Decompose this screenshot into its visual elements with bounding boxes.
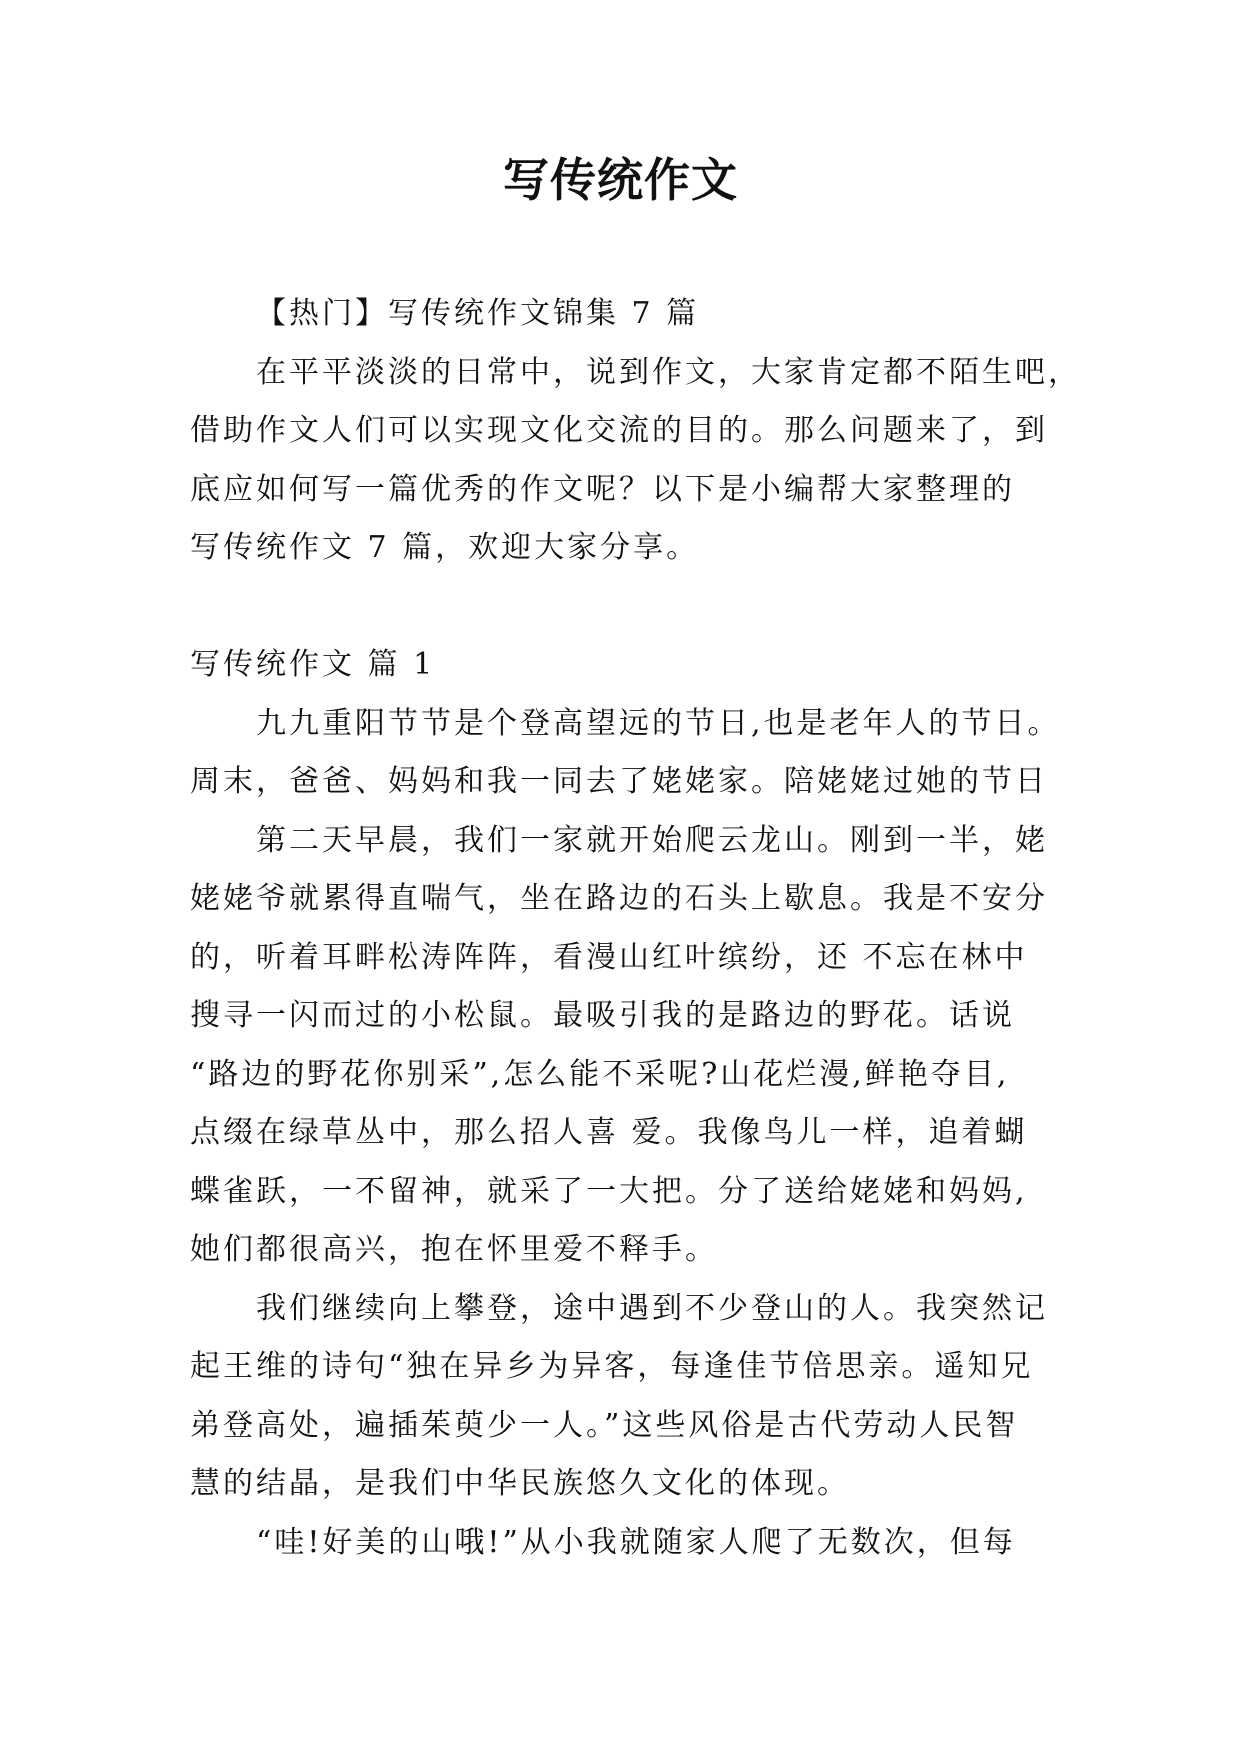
text-line: 我们继续向上攀登，途中遇到不少登山的人。我突然记	[256, 1290, 1048, 1326]
document-title: 写传统作文	[503, 153, 738, 207]
text-line: 写传统作文 篇 1	[190, 647, 436, 682]
paragraph-gap	[190, 578, 1065, 637]
text-line: 九九重阳节节是个登高望远的节日,也是老年人的节日。	[256, 705, 1061, 741]
text-line: “路边的野花你别采”,怎么能不采呢?山花烂漫,鲜艳夺目,	[190, 1056, 1010, 1092]
text-line: 搜寻一闪而过的小松鼠。最吸引我的是路边的野花。话说	[190, 998, 1015, 1033]
text-line: 【热门】写传统作文锦集 7 篇	[256, 296, 700, 331]
text-line: 她们都很高兴，抱在怀里爱不释手。	[190, 1232, 718, 1267]
text-line: “哇!好美的山哦!”从小我就随家人爬了无数次，但每	[256, 1524, 1016, 1560]
text-line: 点缀在绿草丛中，那么招人喜 爱。我像鸟儿一样，追着蝴	[190, 1115, 1028, 1150]
text-line: 第二天早晨，我们一家就开始爬云龙山。刚到一半，姥	[256, 822, 1048, 858]
text-line: 周末，爸爸、妈妈和我一同去了姥姥家。陪姥姥过她的节日	[190, 764, 1048, 799]
text-line: 起王维的诗句“独在异乡为异客，每逢佳节倍思亲。遥知兄	[190, 1349, 1034, 1384]
text-line: 姥姥爷就累得直喘气，坐在路边的石头上歇息。我是不安分	[190, 881, 1048, 916]
document-body	[190, 285, 1081, 1572]
text-line: 的，听着耳畔松涛阵阵，看漫山红叶缤纷，还 不忘在林中	[190, 939, 1028, 975]
text-line: 写传统作文 7 篇，欢迎大家分享。	[190, 530, 700, 565]
text-line: 底应如何写一篇优秀的作文呢？以下是小编帮大家整理的	[190, 471, 1015, 507]
text-line: 借助作文人们可以实现文化交流的目的。那么问题来了，到	[190, 413, 1048, 448]
text-line: 蝶雀跃，一不留神，就采了一大把。分了送给姥姥和妈妈,	[190, 1173, 1028, 1209]
text-line: 慧的结晶，是我们中华民族悠久文化的体现。	[190, 1466, 850, 1501]
text-line: 弟登高处，遍插茱萸少一人。”这些风俗是古代劳动人民智	[190, 1407, 1019, 1443]
text-line: 在平平淡淡的日常中，说到作文，大家肯定都不陌生吧，	[256, 354, 1081, 390]
